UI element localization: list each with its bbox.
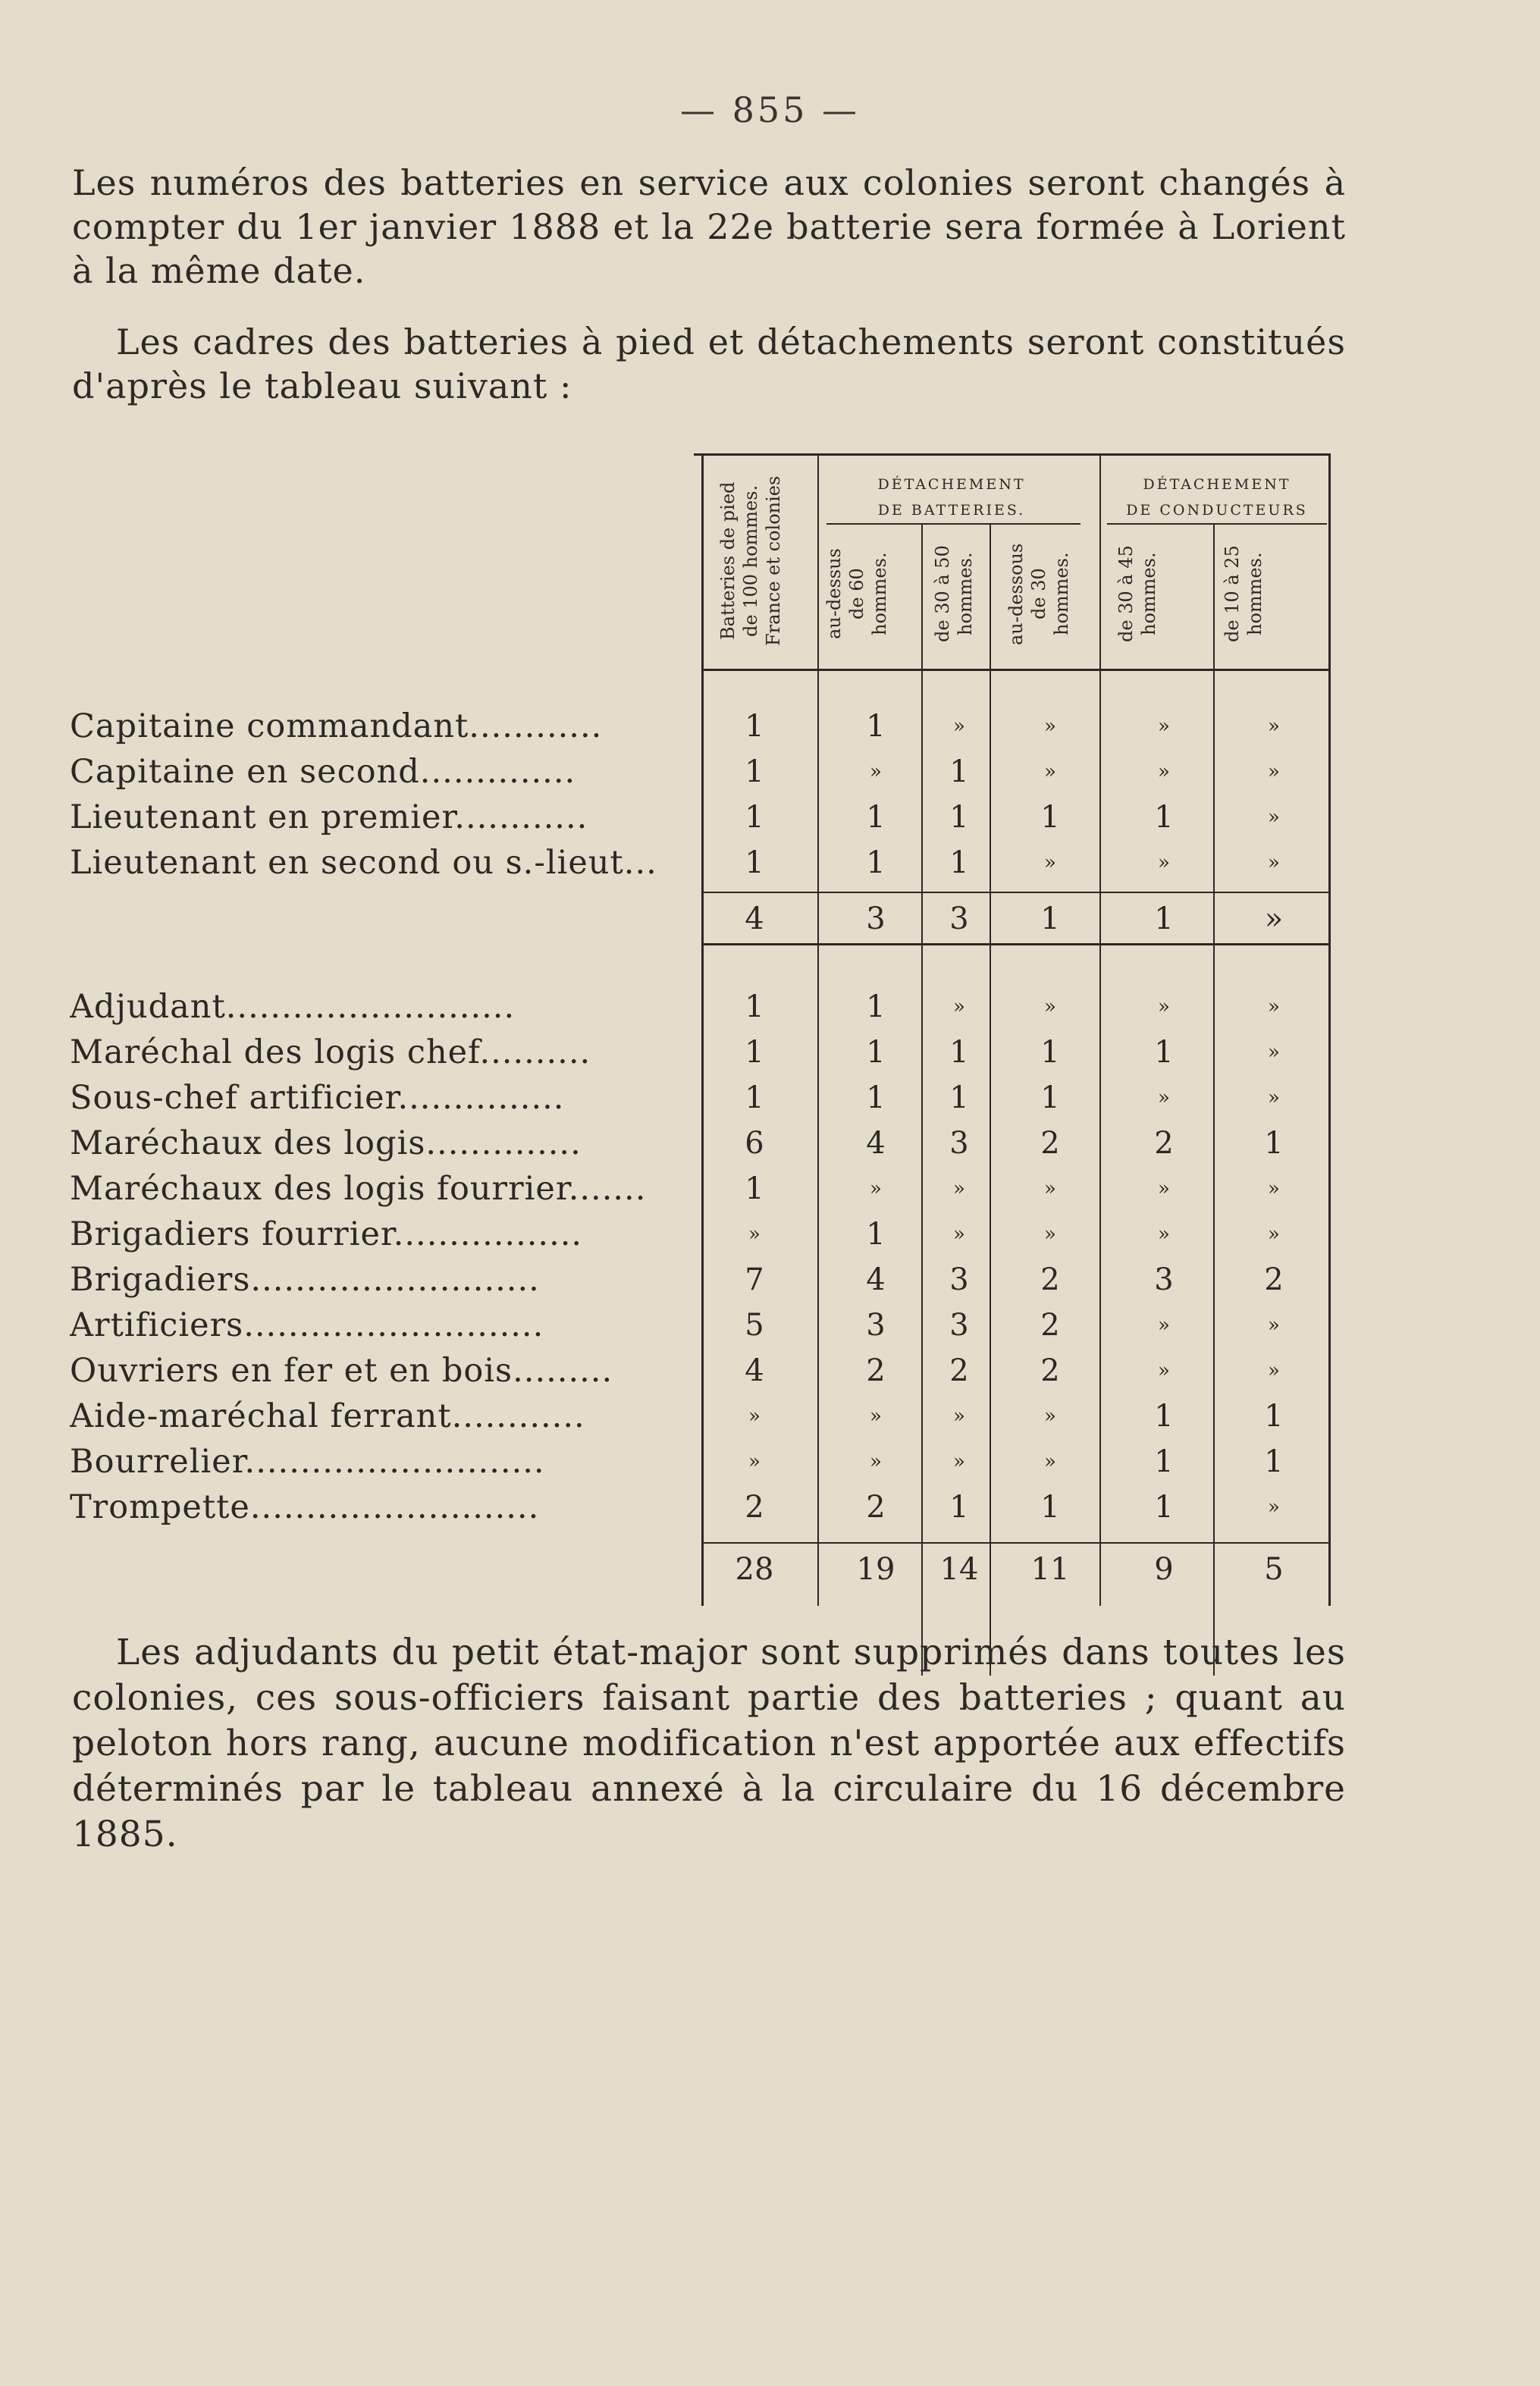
table-cell: » [953,995,965,1018]
table-top-rule [694,453,1331,456]
column-header-batteries-pied: Batteries de pied de 100 hommes. France et colonies [717,475,784,646]
table-cell: 1 [745,800,764,835]
table-cell: 1 [949,800,969,835]
row-label: Capitaine commandant............ [70,707,603,745]
table-cell: 2 [1040,1308,1060,1343]
row-label: Lieutenant en second ou s.-lieut... [70,844,657,882]
table-cell: 2 [1264,1262,1284,1297]
table-cell: » [870,760,882,783]
table-cell: 1 [745,709,764,744]
row-label: Brigadiers.......................... [70,1261,540,1299]
row-label: Adjudant.......................... [70,988,516,1026]
table-cell: » [953,1405,965,1428]
group-header-conducteurs: DÉTACHEMENT DE CONDUCTEURS [1126,476,1308,519]
table-cell: 1 [949,1490,969,1525]
subtotal-cell: 1 [1154,901,1174,936]
table-cell: » [748,1450,761,1473]
table-cell: » [1268,1223,1280,1246]
table-cell: » [1158,1314,1170,1337]
table-cell: 1 [745,989,764,1024]
total-cell: 28 [735,1552,774,1587]
table-cell: 1 [949,1035,969,1070]
table-cell: 1 [745,845,764,880]
table-cell: 4 [866,1262,886,1297]
table-cell: 1 [1040,1080,1060,1115]
table-cell: 3 [866,1308,886,1343]
table-cell: » [1044,1405,1056,1428]
table-cell: » [1158,1359,1170,1382]
table-cell: 1 [949,845,969,880]
table-cell: 1 [745,754,764,789]
total-cell: 5 [1264,1552,1284,1587]
column-separator [817,453,819,1606]
row-label: Trompette.......................... [70,1488,540,1526]
column-header-30-45: de 30 à 45 hommes. [1115,545,1159,643]
table-cell: 2 [1154,1126,1174,1161]
page-number: — 855 — [679,89,861,130]
table-cell: 1 [866,845,886,880]
group-underline-conducteurs [1107,523,1327,525]
total-cell: 11 [1030,1552,1070,1587]
row-label: Ouvriers en fer et en bois......... [70,1352,613,1390]
table-cell: 1 [1264,1126,1284,1161]
table-cell: 4 [745,1353,764,1388]
table-cell: 2 [1040,1353,1060,1388]
table-cell: » [1268,760,1280,783]
table-cell: » [953,1177,965,1200]
paragraph-battery-numbers: Les numéros des batteries en service aux colonies seront changés à compter du 1er janvier 1888 et la 22e batterie sera formée à Lorient à la même date. [72,162,1346,291]
table-cell: » [1268,1177,1280,1200]
table-cell: 7 [745,1262,764,1297]
row-label: Sous-chef artificier............... [70,1079,565,1117]
table-cell: » [953,1223,965,1246]
group-header-batteries: DÉTACHEMENT DE BATTERIES. [877,476,1026,519]
table-cell: » [1044,851,1056,874]
total-cell: 19 [856,1552,895,1587]
table-cell: » [1268,715,1280,738]
paragraph-table-intro: Les cadres des batteries à pied et détachements seront constitués d'après le tableau suivant : [72,321,1346,406]
table-cell: » [1268,1496,1280,1519]
table-cell: 3 [1154,1262,1174,1297]
subtotal-cell: » [1264,901,1284,936]
table-cell: » [748,1405,761,1428]
table-cell: » [1044,1177,1056,1200]
table-cell: » [1044,995,1056,1018]
row-label: Capitaine en second.............. [70,753,576,791]
table-cell: 1 [866,800,886,835]
row-label: Maréchal des logis chef.......... [70,1033,591,1071]
table-cell: 2 [1040,1262,1060,1297]
table-cell: » [1268,995,1280,1018]
table-cell: 6 [745,1126,764,1161]
table-cell: 2 [1040,1126,1060,1161]
table-cell: » [1268,851,1280,874]
row-label: Maréchaux des logis.............. [70,1124,582,1162]
table-cell: 2 [745,1490,764,1525]
table-cell: » [870,1450,882,1473]
table-cell: 1 [1154,1399,1174,1434]
table-cell: » [1158,995,1170,1018]
total-cell: 14 [939,1552,979,1587]
table-cell: » [870,1177,882,1200]
table-cell: 1 [1154,1035,1174,1070]
total-cell: 9 [1154,1552,1174,1587]
table-cell: » [748,1223,761,1246]
table-cell: » [1044,1223,1056,1246]
table-cell: 1 [949,754,969,789]
column-header-au-dessus-60: au-dessus de 60 hommes. [823,548,890,640]
table-cell: 3 [949,1126,969,1161]
table-cell: 1 [745,1080,764,1115]
table-cell: 3 [949,1262,969,1297]
table-cell: 1 [1264,1444,1284,1479]
table-cell: 1 [1040,1035,1060,1070]
section-rule [701,943,1331,945]
table-cell: 2 [866,1353,886,1388]
table-cell: » [1158,760,1170,783]
table-cell: 1 [866,709,886,744]
header-bottom-rule [701,669,1331,671]
table-cell: » [1268,1359,1280,1382]
row-label: Aide-maréchal ferrant............ [70,1397,585,1435]
subtotal-cell: 3 [866,901,886,936]
group-underline-batteries [826,523,1081,525]
table-cell: 3 [949,1308,969,1343]
table-cell: 1 [1154,1490,1174,1525]
table-cell: » [953,715,965,738]
column-header-au-dessous-30: au-dessous de 30 hommes. [1005,543,1072,645]
table-cell: » [1268,1086,1280,1109]
table-cell: 1 [949,1080,969,1115]
table-left-rule [701,453,704,1606]
column-header-10-25: de 10 à 25 hommes. [1222,545,1266,643]
table-right-rule [1328,453,1331,1606]
subtotal-rule [701,892,1331,893]
row-label: Lieutenant en premier............ [70,798,588,836]
table-cell: 1 [745,1171,764,1206]
paragraph-adjudants-note: Les adjudants du petit état-major sont supprimés dans toutes les colonies, ces sous-officiers faisant partie des batteries ; quant au peloton hors rang, aucune modification n'est apportée aux effectifs déterminés par le tableau annexé à la circulaire du 16 décembre 1885. [72,1632,1346,1855]
table-cell: 5 [745,1308,764,1343]
row-label: Brigadiers fourrier................. [70,1215,583,1253]
table-cell: » [953,1450,965,1473]
table-cell: » [1044,1450,1056,1473]
table-cell: » [870,1405,882,1428]
table-cell: 1 [1040,800,1060,835]
subtotal-cell: 1 [1040,901,1060,936]
row-label: Maréchaux des logis fourrier....... [70,1170,647,1208]
table-cell: 1 [745,1035,764,1070]
subtotal-cell: 4 [745,901,764,936]
table-cell: 1 [1154,1444,1174,1479]
table-cell: 2 [949,1353,969,1388]
table-cell: » [1158,1177,1170,1200]
table-cell: » [1158,851,1170,874]
table-cell: » [1044,715,1056,738]
table-cell: » [1158,1223,1170,1246]
subtotal-cell: 3 [949,901,969,936]
total-rule [701,1542,1331,1544]
table-cell: 1 [866,1217,886,1252]
row-label: Artificiers........................... [70,1306,544,1344]
table-cell: 1 [1154,800,1174,835]
table-cell: 1 [866,989,886,1024]
row-label: Bourrelier........................... [70,1443,545,1481]
table-cell: 1 [1264,1399,1284,1434]
table-cell: » [1268,1041,1280,1064]
table-cell: 4 [866,1126,886,1161]
table-cell: » [1268,806,1280,829]
column-header-30-50: de 30 à 50 hommes. [932,545,976,643]
table-cell: 1 [866,1035,886,1070]
table-cell: » [1044,760,1056,783]
table-cell: 1 [866,1080,886,1115]
table-cell: » [1158,715,1170,738]
table-cell: » [1268,1314,1280,1337]
table-cell: 2 [866,1490,886,1525]
table-cell: 1 [1040,1490,1060,1525]
table-cell: » [1158,1086,1170,1109]
